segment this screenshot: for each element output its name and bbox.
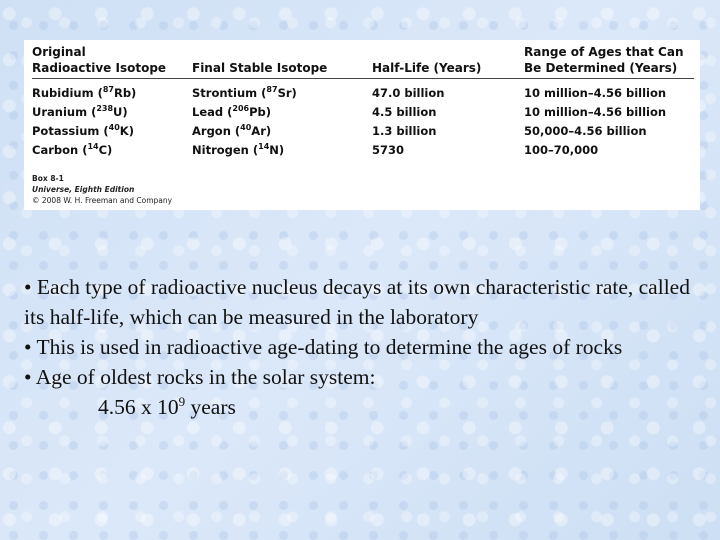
row3-final: Argon ($^{40}$Ar) [192, 123, 272, 138]
row4-final: Nitrogen ($^{14}$N) [192, 142, 285, 157]
header-range-line2: Be Determined (Years) [524, 61, 678, 75]
header-original-line1: Original [32, 45, 86, 59]
header-original [32, 44, 166, 76]
header-final: Final Stable Isotope [192, 61, 328, 75]
row2-range: 10 million–4.56 billion [524, 105, 667, 119]
bullet-oldest-rocks: • Age of oldest rocks in the solar system: [24, 365, 376, 389]
bullet-list [24, 272, 700, 422]
row4-half-life: 5730 [372, 143, 405, 157]
row3-range: 50,000–4.56 billion [524, 124, 647, 138]
row2-half-life: 4.5 billion [372, 105, 437, 119]
row4-range: 100–70,000 [524, 143, 599, 157]
row2-original: Uranium ($^{238}$U) [32, 104, 128, 119]
header-range-line1: Range of Ages that Can [524, 45, 684, 59]
bullet-age-dating: • This is used in radioactive age-dating to determine the ages of rocks [24, 335, 623, 359]
credit-book: Universe, Eighth Edition [32, 185, 135, 194]
isotope-table [24, 40, 700, 210]
row1-final: Strontium ($^{87}$Sr) [192, 85, 297, 100]
row3-half-life: 1.3 billion [372, 124, 437, 138]
row1-original: Rubidium ($^{87}$Rb) [32, 85, 137, 100]
credit-copyright: © 2008 W. H. Freeman and Company [32, 196, 173, 205]
header-original-line2: Radioactive Isotope [32, 61, 167, 75]
header-half-life: Half-Life (Years) [372, 61, 482, 75]
row1-half-life: 47.0 billion [372, 86, 445, 100]
row3-original: Potassium ($^{40}$K) [32, 123, 134, 138]
bullet-age-value: 4.56 x $10^9$ years [98, 393, 236, 419]
row4-original: Carbon ($^{14}$C) [32, 142, 113, 157]
credit-box: Box 8-1 [32, 174, 64, 183]
row1-range: 10 million–4.56 billion [524, 86, 667, 100]
bullet-half-life: • Each type of radioactive nucleus decays at its own characteristic rate, called its half-life, which can be measured in the laboratory [24, 275, 690, 329]
header-divider [32, 78, 694, 79]
header-range [524, 44, 684, 76]
row2-final: Lead ($^{206}$Pb) [192, 104, 272, 119]
